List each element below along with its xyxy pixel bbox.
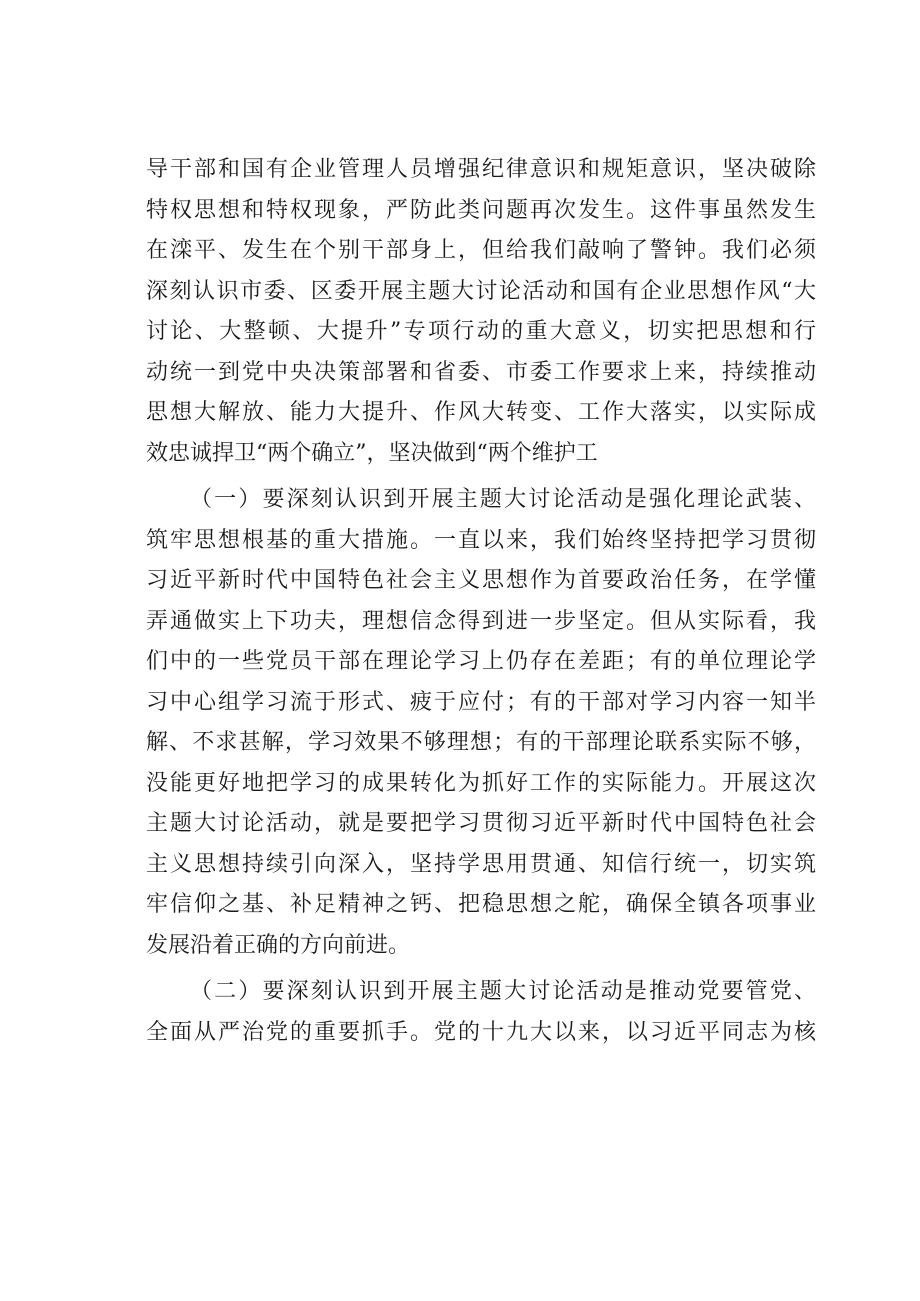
paragraph-line: （二）要深刻认识到开展主题大讨论活动是推动党要管党、: [190, 979, 816, 1004]
paragraph-3: [146, 972, 816, 1053]
paragraph-line: 没能更好地把学习的成果转化为抓好工作的实际能力。开展这次: [146, 770, 816, 796]
paragraph-line: 筑牢思想根基的重大措施。一直以来，我们始终坚持把学习贯彻: [146, 527, 816, 553]
paragraph-line: 深刻认识市委、区委开展主题大讨论活动和国有企业思想作风“大: [146, 278, 816, 304]
paragraph-line: 们中的一些党员干部在理论学习上仍存在差距；有的单位理论学: [146, 649, 816, 674]
paragraph-line: 思想大解放、能力大提升、作风大转变、工作大落实，以实际成: [146, 400, 816, 425]
paragraph-line: 全面从严治党的重要抓手。党的十九大以来，以习近平同志为核: [146, 1019, 816, 1045]
paragraph-line: 牢信仰之基、补足精神之钙、把稳思想之舵，确保全镇各项事业: [146, 892, 816, 917]
document-body: [146, 150, 816, 1053]
paragraph-line: 导干部和国有企业管理人员增强纪律意识和规矩意识，坚决破除: [146, 157, 816, 182]
paragraph-line: （一）要深刻认识到开展主题大讨论活动是强化理论武装、: [190, 487, 816, 512]
paragraph-line: 在滦平、发生在个别干部身上，但给我们敲响了警钟。我们必须: [146, 238, 816, 263]
paragraph-line: 动统一到党中央决策部署和省委、市委工作要求上来，持续推动: [146, 359, 816, 385]
paragraph-line: 主题大讨论活动，就是要把学习贯彻习近平新时代中国特色社会: [146, 811, 816, 836]
paragraph-line: 讨论、大整顿、大提升”专项行动的重大意义，切实把思想和行: [146, 319, 816, 344]
paragraph-2: [146, 480, 816, 966]
paragraph-line: 效忠诚捍卫“两个确立”，坚决做到“两个维护工: [146, 440, 598, 466]
paragraph-line: 主义思想持续引向深入，坚持学思用贯通、知信行统一，切实筑: [146, 851, 816, 877]
paragraph-line: 特权思想和特权现象，严防此类问题再次发生。这件事虽然发生: [146, 197, 816, 223]
paragraph-line: 解、不求甚解，学习效果不够理想；有的干部理论联系实际不够，: [146, 730, 816, 755]
paragraph-line: 习中心组学习流于形式、疲于应付；有的干部对学习内容一知半: [146, 689, 816, 715]
paragraph-1: [146, 150, 816, 474]
paragraph-line: 发展沿着正确的方向前进。: [146, 932, 411, 958]
paragraph-line: 习近平新时代中国特色社会主义思想作为首要政治任务，在学懂: [146, 568, 816, 593]
paragraph-line: 弄通做实上下功夫，理想信念得到进一步坚定。但从实际看，我: [146, 608, 816, 634]
